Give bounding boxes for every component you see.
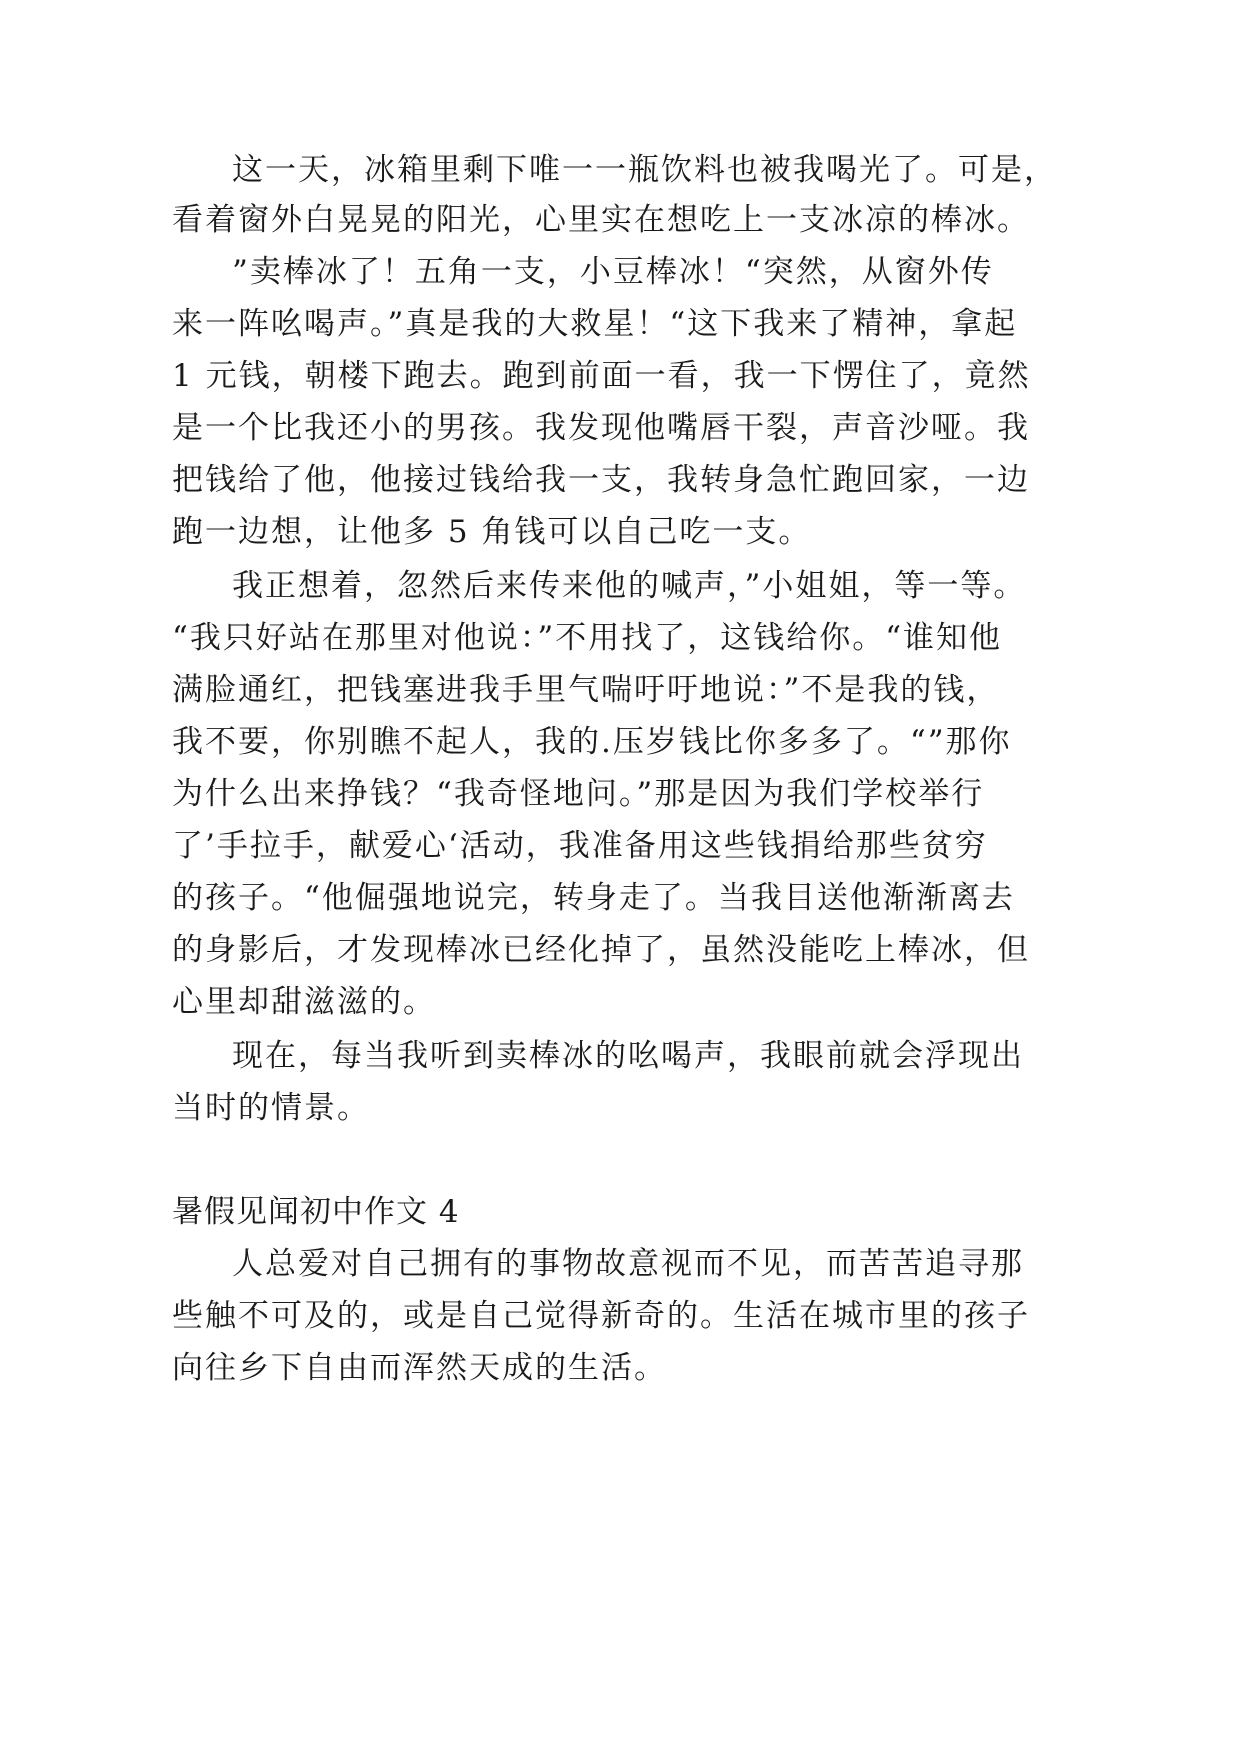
paragraph-line: 些触不可及的，或是自己觉得新奇的。生活在城市里的孩子 (172, 1298, 1030, 1334)
paragraph-line: 看着窗外白晃晃的阳光，心里实在想吃上一支冰凉的棒冰。 (172, 202, 1030, 238)
paragraph-line: 满脸通红，把钱塞进我手里气喘吁吁地说：”不是我的钱， (172, 672, 1000, 708)
paragraph-line: 1 元钱，朝楼下跑去。跑到前面一看，我一下愣住了，竟然 (172, 358, 1031, 394)
paragraph-line: 跑一边想，让他多 5 角钱可以自己吃一支。 (172, 514, 812, 550)
paragraph-line: 我正想着，忽然后来传来他的喊声，”小姐姐，等一等。 (232, 568, 1027, 604)
paragraph-line: 是一个比我还小的男孩。我发现他嘴唇干裂，声音沙哑。我 (172, 410, 1030, 446)
paragraph-line: 现在，每当我听到卖棒冰的吆喝声，我眼前就会浮现出 (232, 1038, 1024, 1074)
paragraph-line: 为什么出来挣钱？“我奇怪地问。”那是因为我们学校举行 (172, 776, 985, 812)
section-heading: 暑假见闻初中作文 4 (172, 1194, 460, 1230)
paragraph-line: ”卖棒冰了！五角一支，小豆棒冰！“突然，从窗外传 (232, 254, 994, 290)
paragraph-line: 把钱给了他，他接过钱给我一支，我转身急忙跑回家，一边 (172, 462, 1030, 498)
paragraph-line: 心里却甜滋滋的。 (172, 984, 436, 1020)
paragraph-line: “我只好站在那里对他说：”不用找了，这钱给你。“谁知他 (172, 620, 1003, 656)
paragraph-line: 人总爱对自己拥有的事物故意视而不见，而苦苦追寻那 (232, 1246, 1024, 1282)
paragraph-line: 当时的情景。 (172, 1090, 370, 1126)
paragraph-line: 的身影后，才发现棒冰已经化掉了，虽然没能吃上棒冰，但 (172, 932, 1030, 968)
paragraph-line: 来一阵吆喝声。”真是我的大救星！“这下我来了精神，拿起 (172, 306, 1018, 342)
paragraph-line: 这一天，冰箱里剩下唯一一瓶饮料也被我喝光了。可是， (232, 152, 1057, 188)
paragraph-line: 我不要，你别瞧不起人，我的.压岁钱比你多多了。“”那你 (172, 724, 1012, 760)
paragraph-line: 了’手拉手，献爱心‘活动，我准备用这些钱捐给那些贫穷 (172, 828, 988, 864)
paragraph-line: 向往乡下自由而浑然天成的生活。 (172, 1350, 667, 1386)
paragraph-line: 的孩子。“他倔强地说完，转身走了。当我目送他渐渐离去 (172, 880, 1015, 916)
